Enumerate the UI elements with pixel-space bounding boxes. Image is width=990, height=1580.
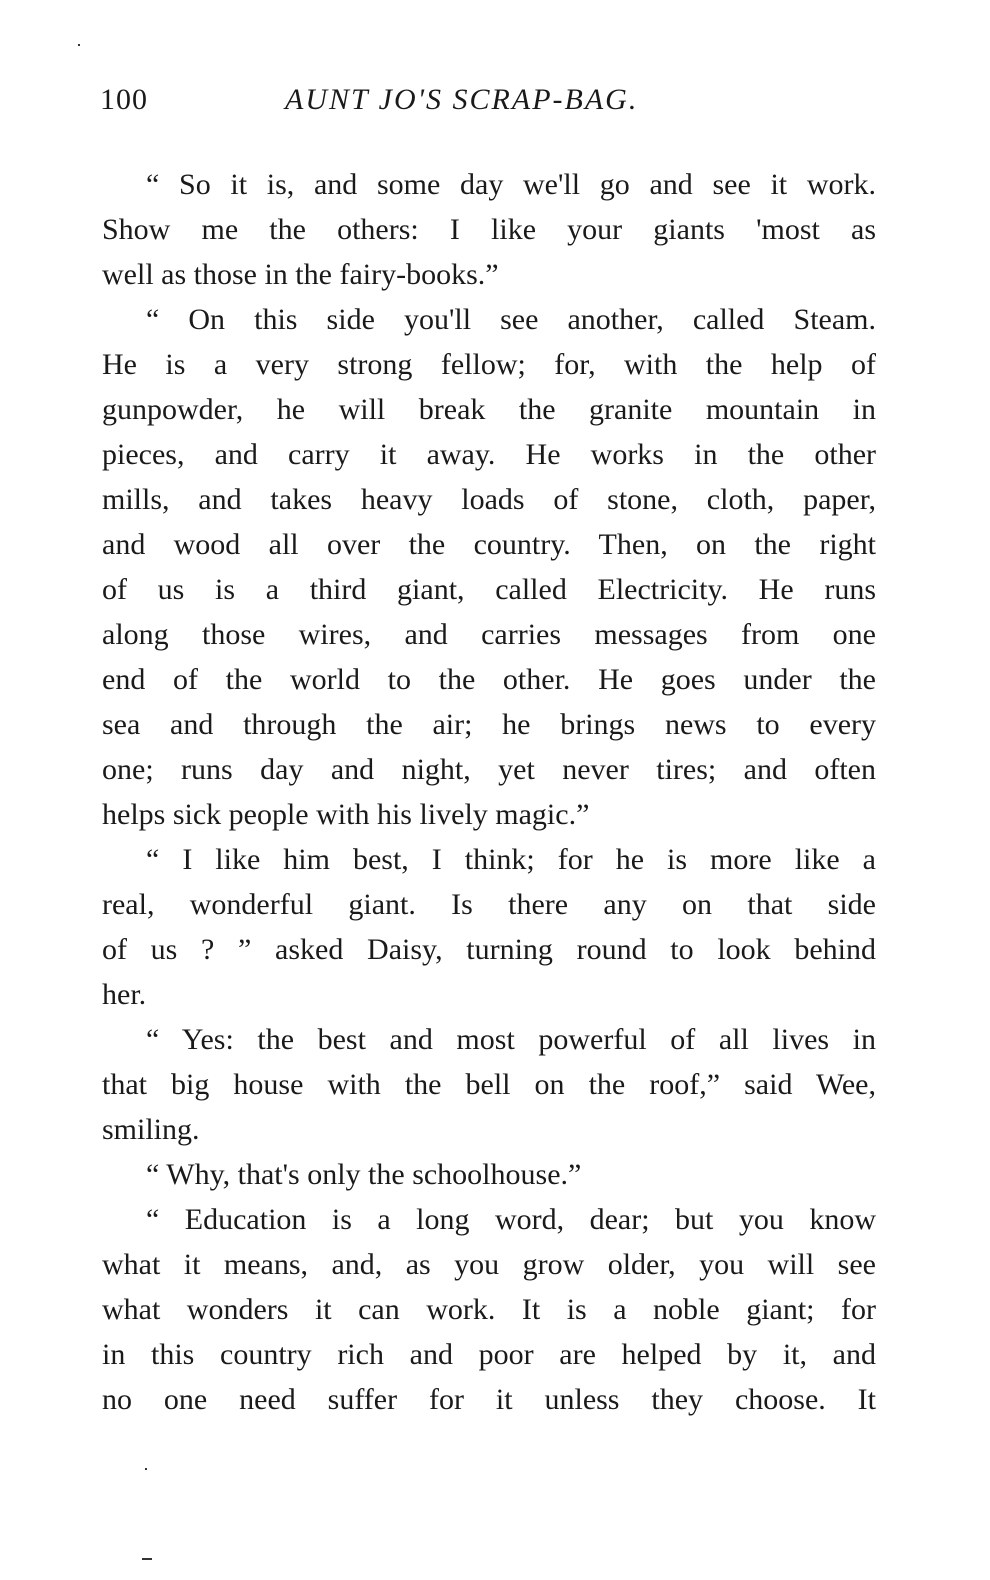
text-line: pieces, and carry it away. He works in the other [102, 438, 876, 471]
text-line: what wonders it can work. It is a noble giant; for [102, 1293, 876, 1326]
text-line: and wood all over the country. Then, on the right [102, 528, 876, 561]
text-line: well as those in the fairy-books.” [102, 258, 499, 291]
text-line: “ Why, that's only the schoolhouse.” [146, 1158, 582, 1191]
scan-speck [145, 1468, 147, 1470]
text-line: end of the world to the other. He goes under the [102, 663, 876, 696]
text-line: of us is a third giant, called Electricity. He runs [102, 573, 876, 606]
text-line: “ Yes: the best and most powerful of all lives in [146, 1023, 876, 1056]
text-line: one; runs day and night, yet never tires; and often [102, 753, 876, 786]
text-line: no one need suffer for it unless they choose. It [102, 1383, 876, 1416]
text-line: smiling. [102, 1113, 200, 1146]
running-title: AUNT JO'S SCRAP-BAG. [285, 83, 639, 116]
text-line: helps sick people with his lively magic.” [102, 798, 590, 831]
text-line: Show me the others: I like your giants 'most as [102, 213, 876, 246]
text-line: “ So it is, and some day we'll go and see it work. [146, 168, 876, 201]
text-line: sea and through the air; he brings news to every [102, 708, 876, 741]
text-line: that big house with the bell on the roof,” said Wee, [102, 1068, 876, 1101]
text-line: in this country rich and poor are helped by it, and [102, 1338, 876, 1371]
text-line: mills, and takes heavy loads of stone, cloth, paper, [102, 483, 876, 516]
text-line: “ Education is a long word, dear; but you know [146, 1203, 876, 1236]
page-header [100, 80, 880, 120]
text-line: gunpowder, he will break the granite mountain in [102, 393, 876, 426]
scan-speck [142, 1558, 152, 1560]
text-line: He is a very strong fellow; for, with the help of [102, 348, 876, 381]
text-line: what it means, and, as you grow older, you will see [102, 1248, 876, 1281]
text-line: “ On this side you'll see another, called Steam. [146, 303, 876, 336]
scan-speck [78, 44, 80, 46]
text-line: real, wonderful giant. Is there any on that side [102, 888, 876, 921]
text-line: “ I like him best, I think; for he is more like a [146, 843, 876, 876]
body-text [102, 162, 876, 1422]
text-line: along those wires, and carries messages from one [102, 618, 876, 651]
page-number: 100 [100, 83, 148, 116]
text-line: her. [102, 978, 147, 1011]
text-line: of us ? ” asked Daisy, turning round to look behind [102, 933, 876, 966]
